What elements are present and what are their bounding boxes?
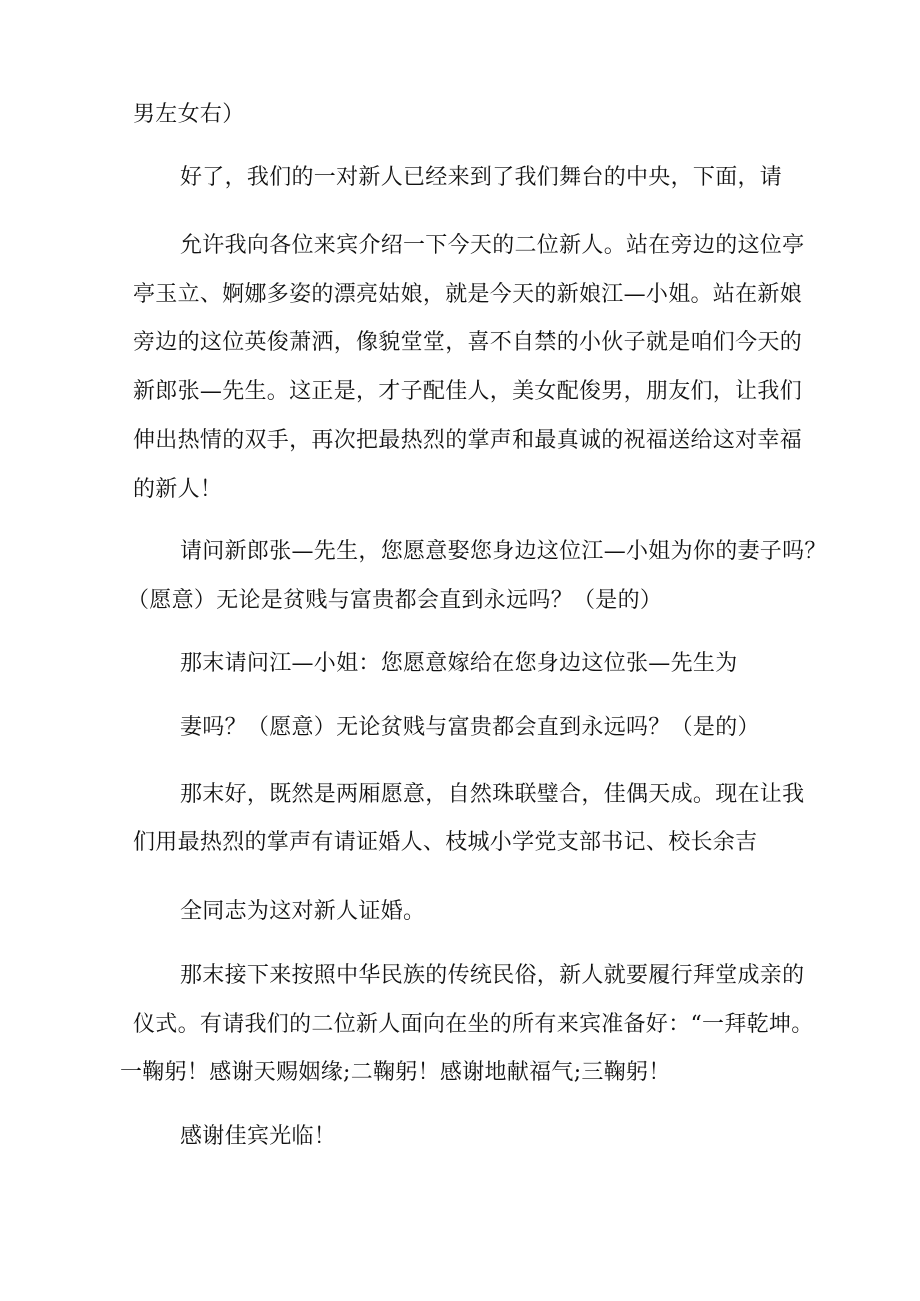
text-line: 一鞠躬！感谢天赐姻缘;二鞠躬！感谢地献福气;三鞠躬！	[120, 1060, 671, 1085]
text-line: 亭玉立、婀娜多姿的漂亮姑娘，就是今天的新娘江—小姐。站在新娘	[133, 282, 803, 307]
text-line: 好了，我们的一对新人已经来到了我们舞台的中央，下面，请	[180, 165, 783, 190]
text-line: 请问新郎张—先生，您愿意娶您身边这位江—小姐为你的妻子吗？	[180, 539, 827, 564]
text-line: 旁边的这位英俊萧洒，像貌堂堂，喜不自禁的小伙子就是咱们今天的	[133, 330, 803, 355]
text-line: 仪式。有请我们的二位新人面向在坐的所有来宾准备好：“一拜乾坤。	[133, 1012, 814, 1037]
text-line: 妻吗？（愿意）无论贫贱与富贵都会直到永远吗？（是的）	[180, 715, 760, 740]
text-line: 的新人！	[133, 477, 223, 502]
text-line: 那末请问江—小姐：您愿意嫁给在您身边这位张—先生为	[180, 651, 738, 676]
text-line: （愿意）无论是贫贱与富贵都会直到永远吗？（是的）	[127, 588, 663, 613]
text-line: 新郎张—先生。这正是，才子配佳人，美女配俊男，朋友们，让我们	[133, 379, 803, 404]
text-line: 全同志为这对新人证婚。	[180, 899, 426, 924]
text-line: 伸出热情的双手，再次把最热烈的掌声和最真诚的祝福送给这对幸福	[133, 428, 803, 453]
text-line: 那末接下来按照中华民族的传统民俗，新人就要履行拜堂成亲的	[180, 963, 805, 988]
text-line: 允许我向各位来宾介绍一下今天的二位新人。站在旁边的这位亭	[180, 233, 805, 258]
text-line: 那末好，既然是两厢愿意，自然珠联璧合，佳偶天成。现在让我	[180, 782, 805, 807]
text-line: 们用最热烈的掌声有请证婚人、枝城小学党支部书记、校长余吉	[133, 830, 758, 855]
text-line: 男左女右）	[133, 102, 245, 127]
text-line: 感谢佳宾光临！	[180, 1124, 337, 1149]
